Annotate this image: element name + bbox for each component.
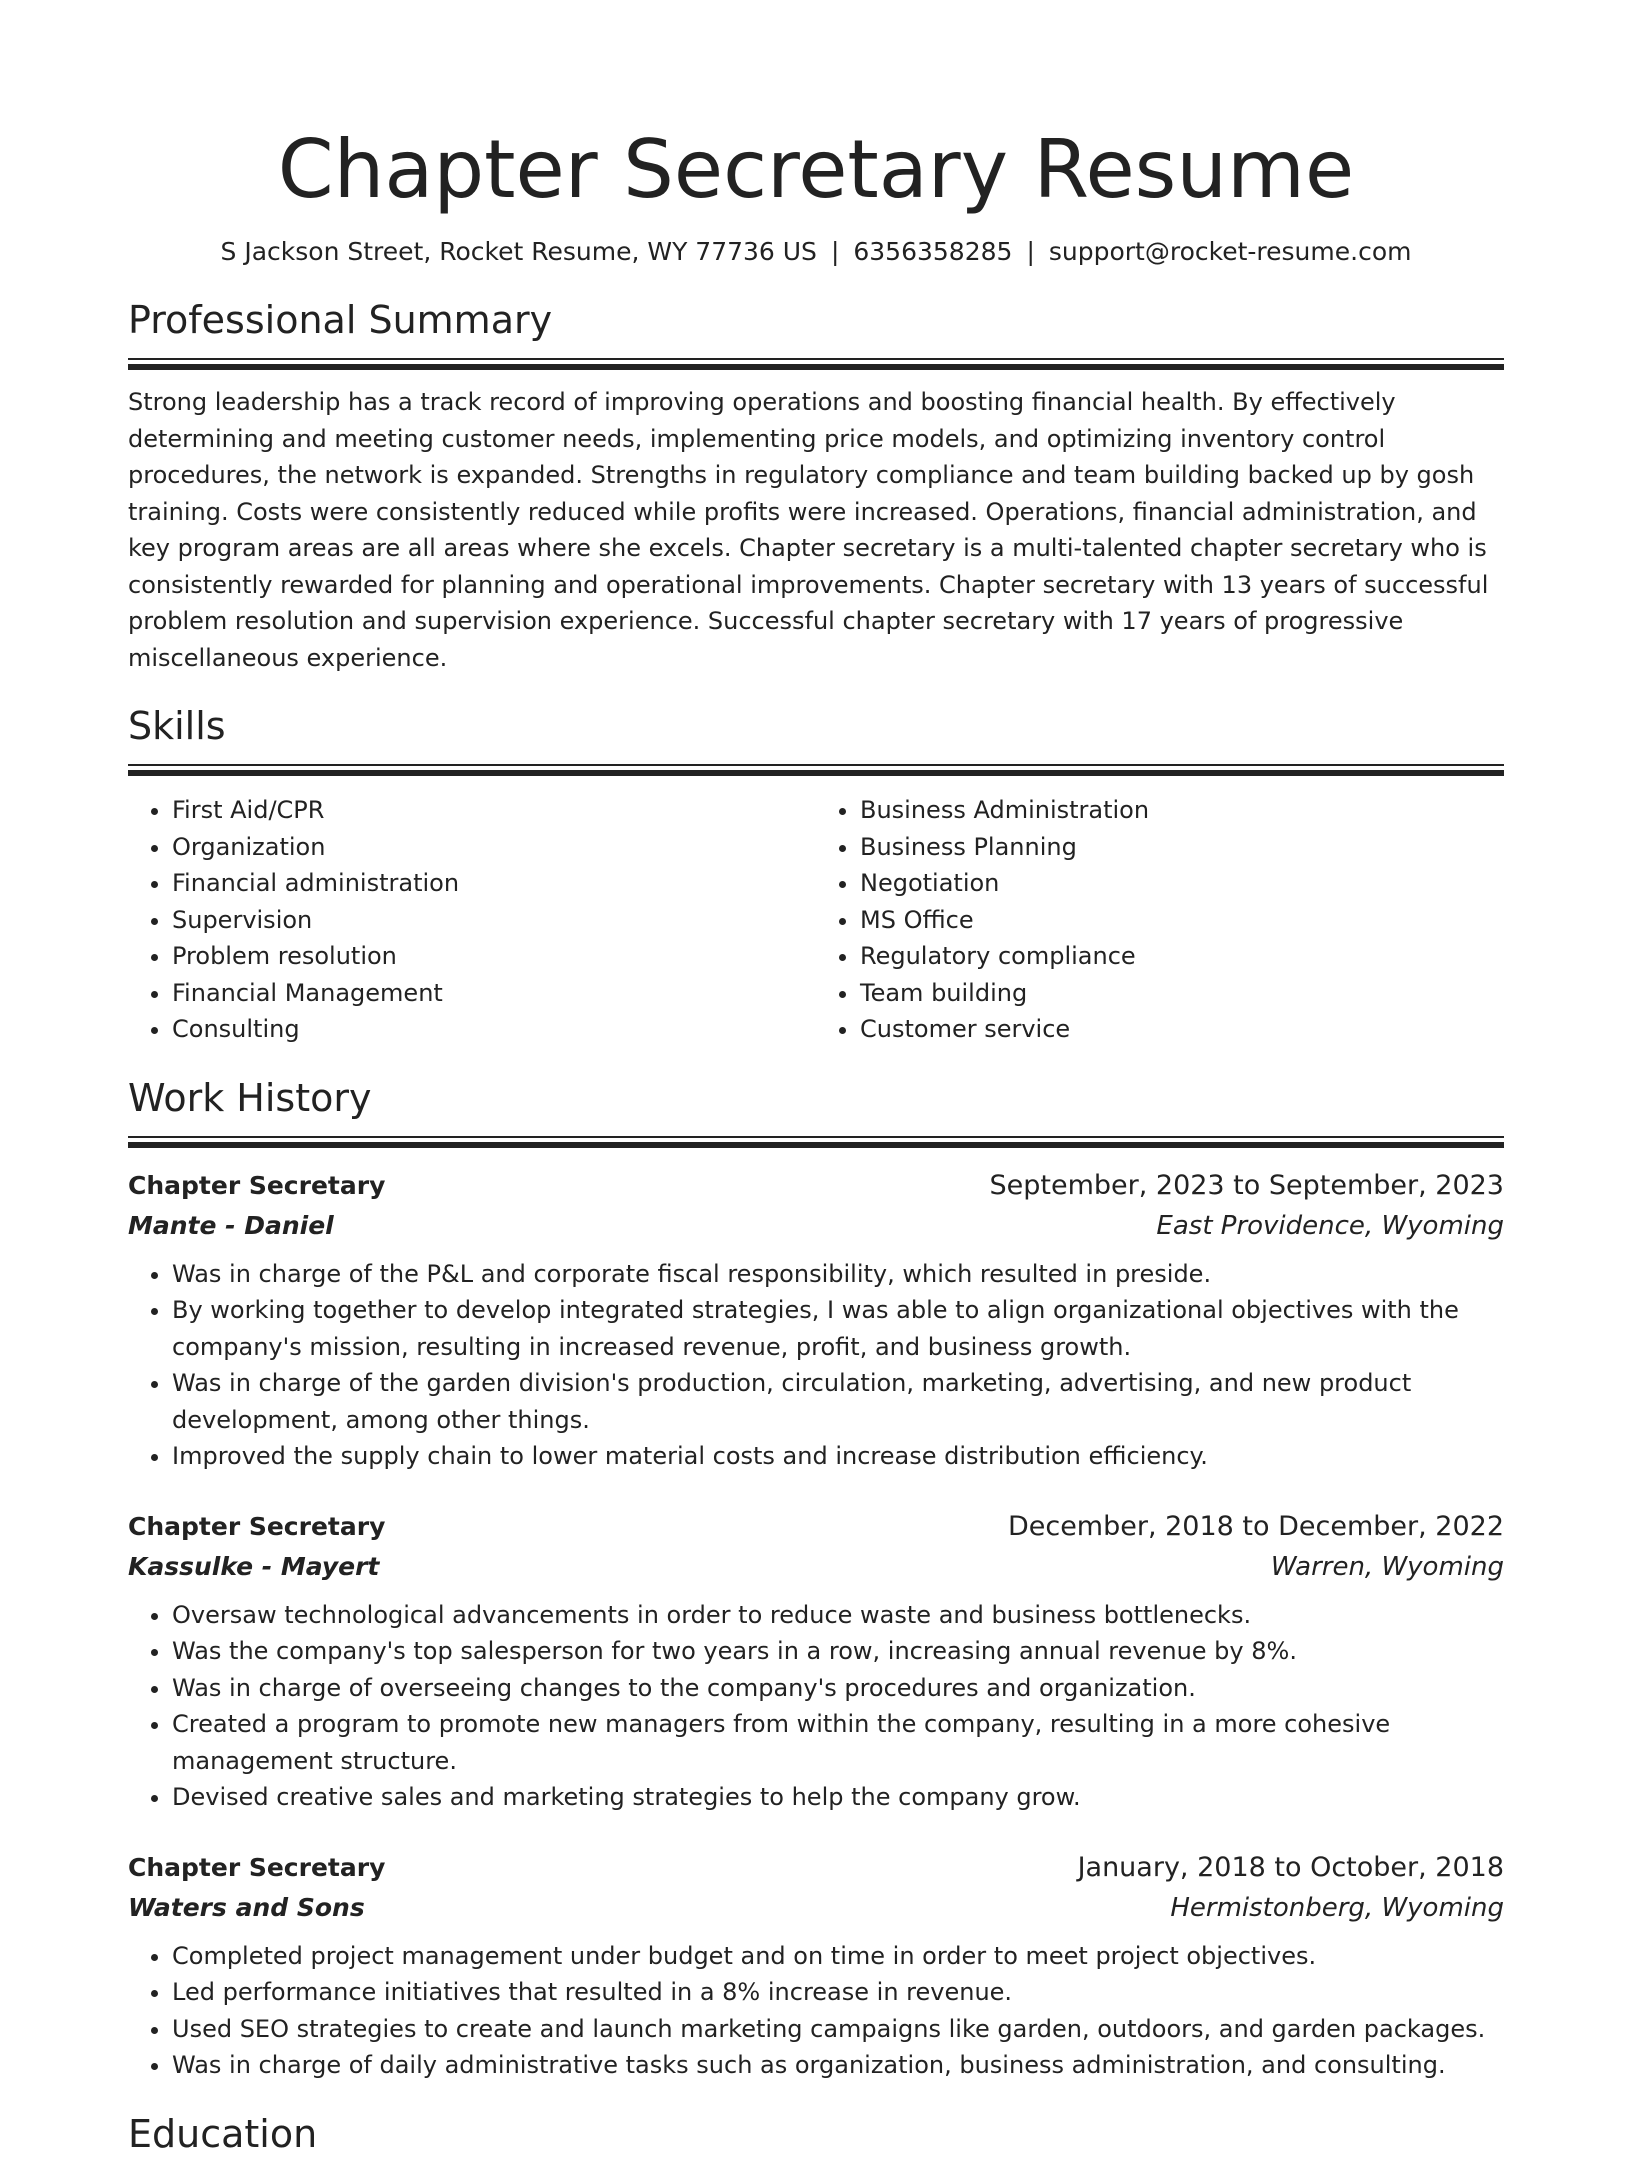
job-header — [128, 1507, 1504, 1547]
skills-section — [128, 702, 1504, 1048]
section-heading-work-history: Work History — [128, 1075, 372, 1120]
job-bullet: • Used SEO strategies to create and launch marketing campaigns like garden, outdoors, and garden packages. — [172, 2011, 1504, 2048]
contact-phone: 6356358285 — [853, 237, 1013, 266]
skill-item: • Consulting — [172, 1011, 816, 1048]
job-dates: September, 2023 to September, 2023 — [989, 1169, 1504, 1201]
job-bullet: • Was in charge of overseeing changes to the company's procedures and organization. — [172, 1670, 1504, 1707]
section-divider — [128, 764, 1504, 776]
job-bullets — [128, 1256, 1504, 1475]
job-company: Mante - Daniel — [128, 1210, 334, 1240]
job-header — [128, 1166, 1504, 1206]
contact-address: S Jackson Street, Rocket Resume, WY 77736 US — [220, 237, 817, 266]
job-bullet: • Completed project management under budget and on time in order to meet project objectives. — [172, 1938, 1504, 1975]
job-bullet: • Led performance initiatives that resulted in a 8% increase in revenue. — [172, 1974, 1504, 2011]
job-bullet: • Was in charge of the garden division's production, circulation, marketing, advertising, and new product development, among other things. — [172, 1365, 1504, 1438]
job-bullet: • Devised creative sales and marketing strategies to help the company grow. — [172, 1779, 1504, 1816]
job-bullet: • Created a program to promote new managers from within the company, resulting in a more cohesive management structure. — [172, 1706, 1504, 1779]
section-heading-summary: Professional Summary — [128, 298, 553, 342]
education-section — [128, 2110, 1504, 2158]
job-bullets — [128, 1938, 1504, 2084]
job-header — [128, 1848, 1504, 1888]
job-bullet: • Was the company's top salesperson for two years in a row, increasing annual revenue by 8%. — [172, 1633, 1504, 1670]
work-history-section — [128, 1074, 1504, 2084]
skill-item: • Business Administration — [860, 792, 1504, 829]
skills-list — [128, 792, 1504, 1048]
job-bullet: • Improved the supply chain to lower material costs and increase distribution efficiency. — [172, 1438, 1504, 1475]
contact-email: support@rocket-resume.com — [1048, 237, 1412, 266]
section-divider — [128, 1136, 1504, 1148]
summary-section — [128, 296, 1504, 676]
skill-item: • Business Planning — [860, 829, 1504, 866]
contact-line — [128, 234, 1504, 270]
job-bullet: • Was in charge of the P&L and corporate fiscal responsibility, which resulted in preside. — [172, 1256, 1504, 1293]
job-location: Hermistonberg, Wyoming — [1170, 1892, 1504, 1923]
job-title: Chapter Secretary — [128, 1511, 386, 1541]
job-company: Kassulke - Mayert — [128, 1551, 380, 1581]
resume-title: Chapter Secretary Resume — [277, 123, 1355, 216]
job-title: Chapter Secretary — [128, 1852, 386, 1882]
skill-item: • Financial Management — [172, 975, 816, 1012]
job-subheader — [128, 1888, 1504, 1928]
summary-text: Strong leadership has a track record of improving operations and boosting financial health. By effectively determining and meeting customer needs, implementing price models, and optimizing inventory control procedures, the network is expanded. Strengths in regulatory compliance and team building backed up by gosh training. Costs were consistently reduced while profits were increased. Operations, financial administration, and key program areas are all areas where she excels. Chapter secretary is a multi-talented chapter secretary who is consistently rewarded for planning and operational improvements. Chapter secretary with 13 years of successful problem resolution and supervision experience. Successful chapter secretary with 17 years of progressive miscellaneous experience. — [128, 388, 1489, 672]
job-location: East Providence, Wyoming — [1156, 1210, 1504, 1241]
resume-page — [128, 0, 1504, 2158]
job-entry — [128, 1507, 1504, 1816]
skills-column-right — [816, 792, 1504, 1048]
job-entry — [128, 1166, 1504, 1475]
skill-item: • Negotiation — [860, 865, 1504, 902]
skill-item: • Supervision — [172, 902, 816, 939]
skill-item: • MS Office — [860, 902, 1504, 939]
job-bullet: • Was in charge of daily administrative tasks such as organization, business administration, and consulting. — [172, 2047, 1504, 2084]
skill-item: • Problem resolution — [172, 938, 816, 975]
skill-item: • First Aid/CPR — [172, 792, 816, 829]
skill-item: • Organization — [172, 829, 816, 866]
job-title: Chapter Secretary — [128, 1170, 386, 1200]
skills-column-left — [128, 792, 816, 1048]
job-bullet: • By working together to develop integrated strategies, I was able to align organizational objectives with the company's mission, resulting in increased revenue, profit, and business growth. — [172, 1292, 1504, 1365]
job-bullets — [128, 1597, 1504, 1816]
contact-separator: | — [1026, 237, 1035, 266]
job-dates: December, 2018 to December, 2022 — [1007, 1510, 1504, 1542]
section-heading-skills: Skills — [128, 704, 226, 748]
section-heading-education: Education — [128, 2111, 318, 2156]
job-company: Waters and Sons — [128, 1892, 365, 1922]
job-subheader — [128, 1547, 1504, 1587]
job-location: Warren, Wyoming — [1270, 1551, 1504, 1582]
contact-separator: | — [830, 237, 840, 266]
job-subheader — [128, 1206, 1504, 1246]
skill-item: • Financial administration — [172, 865, 816, 902]
job-bullet: • Oversaw technological advancements in order to reduce waste and business bottlenecks. — [172, 1597, 1504, 1634]
section-divider — [128, 358, 1504, 370]
job-entry — [128, 1848, 1504, 2084]
job-dates: January, 2018 to October, 2018 — [1077, 1851, 1504, 1883]
skill-item: • Customer service — [860, 1011, 1504, 1048]
skill-item: • Regulatory compliance — [860, 938, 1504, 975]
skill-item: • Team building — [860, 975, 1504, 1012]
